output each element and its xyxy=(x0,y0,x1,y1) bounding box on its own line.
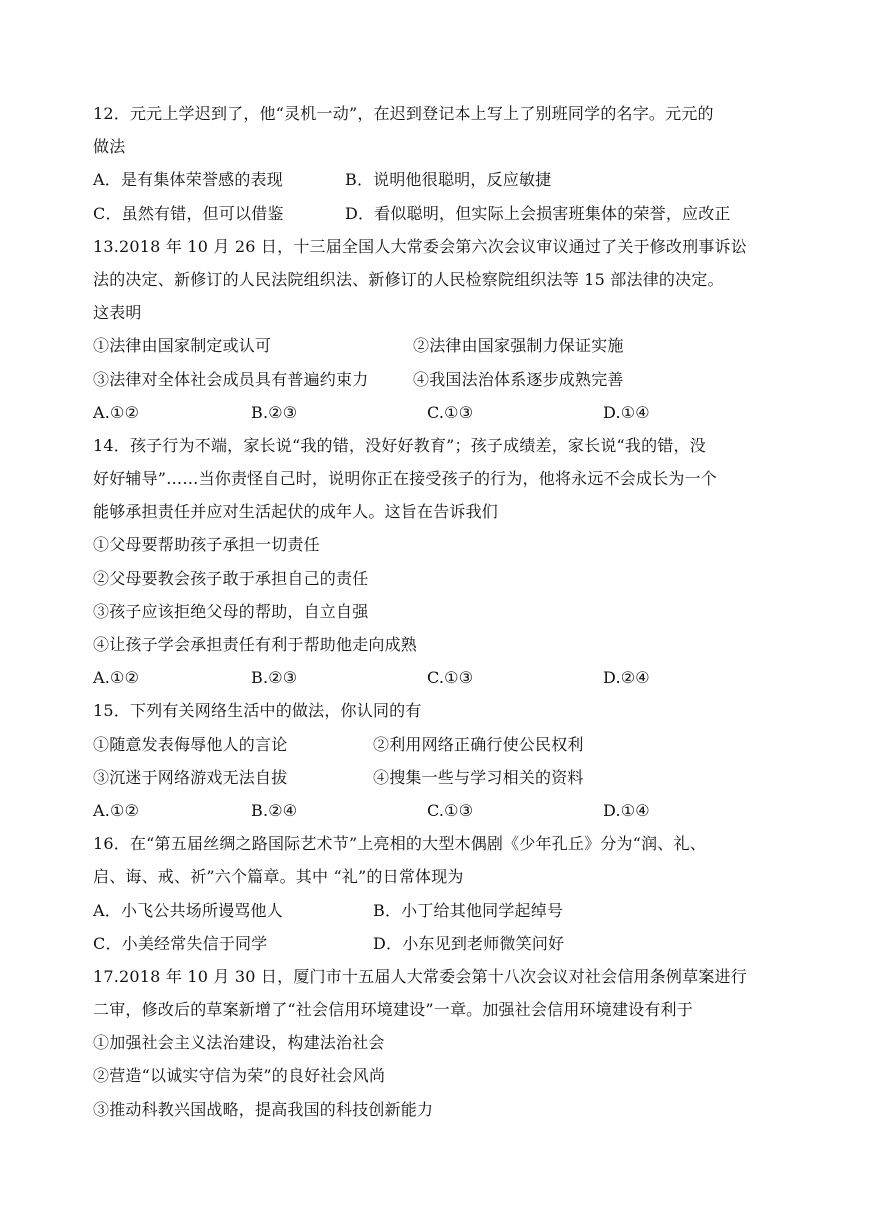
choice-row xyxy=(93,396,783,429)
choice-row xyxy=(93,661,783,694)
choice-a[interactable]: A.①② xyxy=(93,402,140,422)
choice-c[interactable]: C.①③ xyxy=(427,402,474,422)
statement-3: ③孩子应该拒绝父母的帮助，自立自强 xyxy=(93,601,369,621)
question-text-line: 14．孩子行为不端，家长说“我的错，没好好教育”；孩子成绩差，家长说“我的错，没 xyxy=(93,435,706,455)
option-row xyxy=(93,894,783,927)
option-a[interactable]: A．小飞公共场所谩骂他人 xyxy=(93,900,283,920)
statement-2: ②法律由国家强制力保证实施 xyxy=(413,336,624,356)
statement-4: ④让孩子学会承担责任有利于帮助他走向成熟 xyxy=(93,635,418,654)
choice-c[interactable]: C.①③ xyxy=(427,668,474,688)
choice-b[interactable]: B.②④ xyxy=(251,800,298,820)
statement-2: ②营造“以诚实守信为荣”的良好社会风尚 xyxy=(93,1066,386,1086)
question-16 xyxy=(93,827,783,960)
question-text-line: 能够承担责任并应对生活起伏的成年人。这旨在告诉我们 xyxy=(93,502,499,522)
question-text-line: 法的决定、新修订的人民法院组织法、新修订的人民检察院组织法等 15 部法律的决定。 xyxy=(93,269,724,289)
statement-1: ①加强社会主义法治建设，构建法治社会 xyxy=(93,1033,385,1053)
question-text-line: 二审，修改后的草案新增了“社会信用环境建设”一章。加强社会信用环境建设有利于 xyxy=(93,1000,693,1020)
question-15 xyxy=(93,694,783,827)
choice-a[interactable]: A.①② xyxy=(93,668,140,688)
option-a[interactable]: A．是有集体荣誉感的表现 xyxy=(93,170,283,190)
choice-c[interactable]: C.①③ xyxy=(427,800,474,820)
question-text-line: 这表明 xyxy=(93,303,142,323)
statement-1: ①父母要帮助孩子承担一切责任 xyxy=(93,535,320,555)
choice-d[interactable]: D.①④ xyxy=(603,800,650,820)
statement-row xyxy=(93,728,783,761)
question-text-line: 15．下列有关网络生活中的做法，你认同的有 xyxy=(93,701,422,721)
exam-page xyxy=(93,97,783,1126)
option-row xyxy=(93,163,783,196)
statement-4: ④我国法治体系逐步成熟完善 xyxy=(413,369,624,389)
option-b[interactable]: B．小丁给其他同学起绰号 xyxy=(373,900,564,920)
question-14 xyxy=(93,429,783,695)
statement-1: ①随意发表侮辱他人的言论 xyxy=(93,734,288,754)
option-c[interactable]: C．小美经常失信于同学 xyxy=(93,933,268,953)
question-12 xyxy=(93,97,783,230)
statement-1: ①法律由国家制定或认可 xyxy=(93,336,272,356)
question-text-line: 做法 xyxy=(93,137,126,157)
choice-row xyxy=(93,794,783,827)
statement-row xyxy=(93,329,783,362)
question-text-line: 17.2018 年 10 月 30 日，厦门市十五届人大常委会第十八次会议对社会信用条例草案进行 xyxy=(93,966,747,986)
option-row xyxy=(93,197,783,230)
statement-row xyxy=(93,761,783,794)
question-text-line: 好好辅导”……当你责怪自己时，说明你正在接受孩子的行为，他将永远不会成长为一个 xyxy=(93,469,717,489)
question-text-line: 13.2018 年 10 月 26 日，十三届全国人大常委会第六次会议审议通过了关于修改刑事诉讼 xyxy=(93,236,747,256)
option-c[interactable]: C．虽然有错，但可以借鉴 xyxy=(93,203,284,223)
statement-3: ③推动科教兴国战略，提高我国的科技创新能力 xyxy=(93,1099,434,1119)
statement-row xyxy=(93,363,783,396)
question-text-line: 12．元元上学迟到了，他“灵机一动”，在迟到登记本上写上了别班同学的名字。元元的 xyxy=(93,104,714,123)
question-17 xyxy=(93,960,783,1126)
choice-d[interactable]: D.①④ xyxy=(603,402,650,422)
statement-3: ③法律对全体社会成员具有普遍约束力 xyxy=(93,369,369,389)
option-row xyxy=(93,927,783,960)
choice-b[interactable]: B.②③ xyxy=(251,402,298,422)
statement-4: ④搜集一些与学习相关的资料 xyxy=(373,767,584,787)
choice-d[interactable]: D.②④ xyxy=(603,668,650,688)
statement-2: ②父母要教会孩子敢于承担自己的责任 xyxy=(93,568,369,588)
option-b[interactable]: B．说明他很聪明，反应敏捷 xyxy=(345,170,552,190)
statement-2: ②利用网络正确行使公民权利 xyxy=(373,734,584,754)
statement-3: ③沉迷于网络游戏无法自拔 xyxy=(93,767,288,787)
question-13 xyxy=(93,230,783,429)
choice-a[interactable]: A.①② xyxy=(93,800,140,820)
choice-b[interactable]: B.②③ xyxy=(251,668,298,688)
question-text-line: 16．在“第五届丝绸之路国际艺术节”上亮相的大型木偶剧《少年孔丘》分为“润、礼、 xyxy=(93,834,706,854)
option-d[interactable]: D．小东见到老师微笑问好 xyxy=(373,933,565,953)
question-text-line: 启、诲、戒、祈”六个篇章。其中 “礼”的日常体现为 xyxy=(93,867,464,887)
option-d[interactable]: D．看似聪明，但实际上会损害班集体的荣誉，应改正 xyxy=(345,203,731,223)
